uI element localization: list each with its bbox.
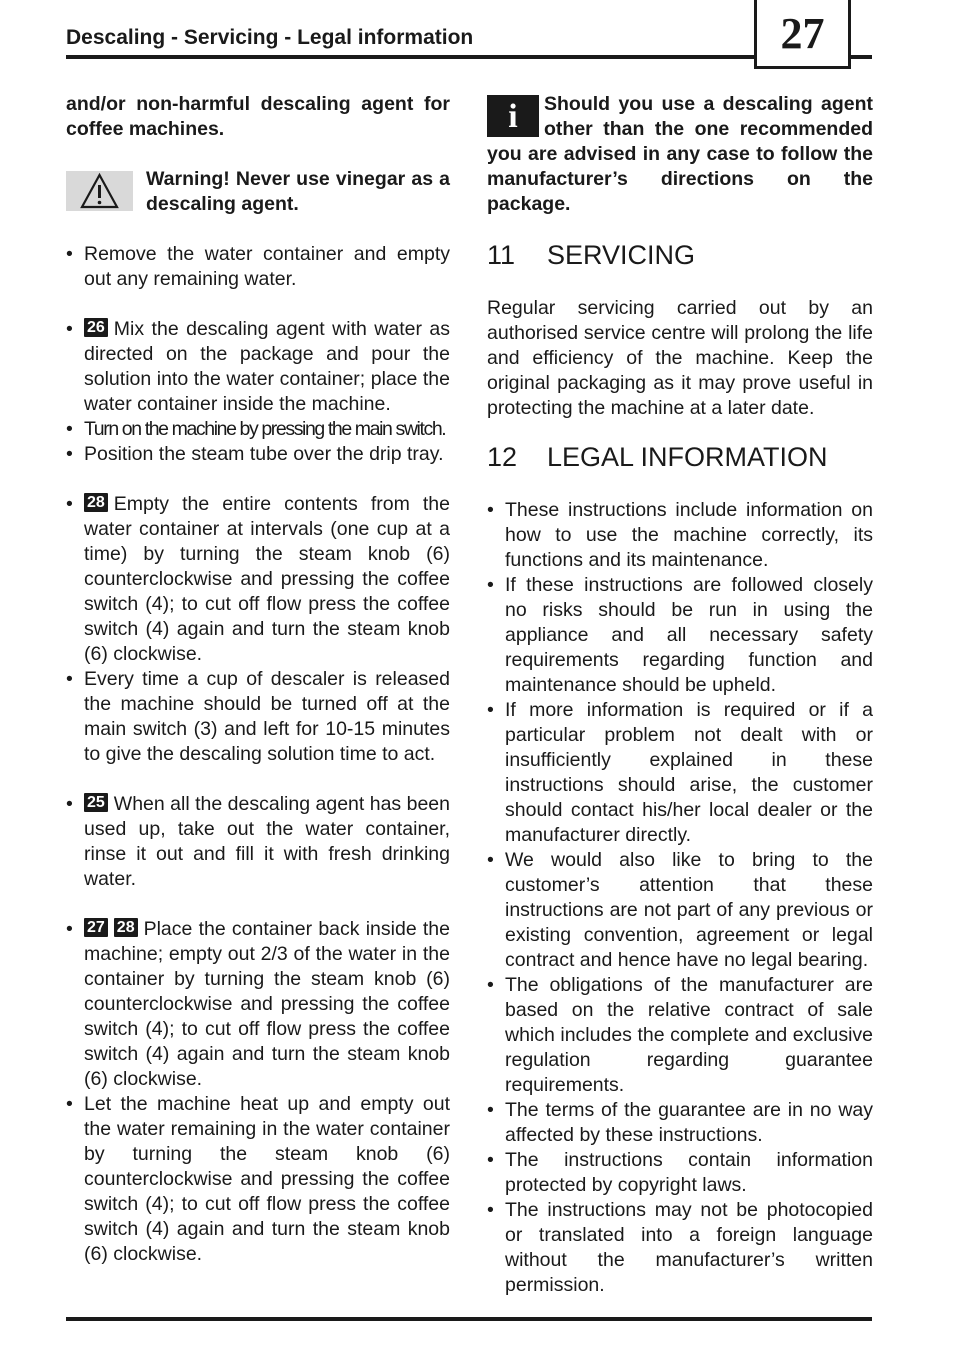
footer-rule <box>66 1317 872 1321</box>
list-item <box>66 1092 450 1267</box>
list-item <box>66 667 450 767</box>
list-item <box>487 573 873 698</box>
list-item <box>487 973 873 1098</box>
warning-text: Warning! Never use vinegar as a descaling agent. <box>146 168 450 215</box>
figure-badge: 25 <box>84 793 108 812</box>
page-section-title: Descaling - Servicing - Legal information <box>66 26 474 49</box>
info-icon: i <box>487 95 539 137</box>
info-note <box>487 92 873 217</box>
intro-paragraph: and/or non-harmful descaling agent for coffee machines. <box>66 93 450 140</box>
section-heading-servicing <box>487 239 873 271</box>
warning-block <box>66 167 450 217</box>
legal-text: These instructions include information on how to use the machine correctly, its functions and its maintenance. <box>505 499 873 571</box>
page-number: 27 <box>754 0 851 69</box>
list-item <box>487 698 873 848</box>
step-text: Turn on the machine by pressing the main switch. <box>84 418 446 440</box>
list-item <box>66 442 450 467</box>
warning-icon <box>66 171 133 211</box>
list-item <box>487 848 873 973</box>
section-number: 12 <box>487 442 518 472</box>
legal-text: The instructions may not be photocopied or translated into a foreign language without the manufacturer’s written permission. <box>505 1199 873 1296</box>
figure-badge: 27 <box>84 918 108 937</box>
step-text: Empty the entire contents from the water container at intervals (one cup at a time) by turning the steam knob (6) counterclockwise and pressing the coffee switch (4); to cut off flow press the coffee switch (4) again and turn the steam knob (6) clockwise. <box>84 493 450 665</box>
legal-text: The instructions contain information protected by copyright laws. <box>505 1149 873 1196</box>
figure-badge: 28 <box>114 918 138 937</box>
list-item <box>66 792 450 892</box>
list-item <box>66 492 450 667</box>
step-text: When all the descaling agent has been used up, take out the water container, rinse it out and fill it with fresh drinking water. <box>84 793 450 890</box>
figure-badge: 28 <box>84 493 108 512</box>
legal-text: The terms of the guarantee are in no way affected by these instructions. <box>505 1099 873 1146</box>
section-number: 11 <box>487 240 516 270</box>
legal-text: We would also like to bring to the customer’s attention that these instructions are not part of any previous or existing convention, agreement or legal contract and hence have no legal bearing. <box>505 849 873 971</box>
list-item <box>66 317 450 417</box>
list-item <box>66 242 450 292</box>
step-text: Position the steam tube over the drip tray. <box>84 443 444 465</box>
list-item <box>487 1198 873 1298</box>
list-item <box>487 1098 873 1148</box>
step-text: Place the container back inside the machine; empty out 2/3 of the water in the container by turning the steam knob (6) counterclockwise and pressing the coffee switch (4); to cut off flow press the coffee switch (4) again and turn the steam knob (6) clockwise. <box>84 918 450 1090</box>
list-item <box>66 917 450 1092</box>
list-item <box>487 498 873 573</box>
legal-list <box>487 498 873 1298</box>
list-item <box>66 417 450 442</box>
descaling-steps <box>66 242 450 1267</box>
section-title: SERVICING <box>547 240 696 270</box>
info-text: Should you use a descaling agent other than the one recommended you are advised in any case to follow the manufacturer’s directions on the package. <box>487 93 873 215</box>
legal-text: If these instructions are followed closely no risks should be run in using the appliance and all necessary safety requirements regarding function and maintenance should be upheld. <box>505 574 873 696</box>
section-heading-legal <box>487 441 873 473</box>
step-text: Let the machine heat up and empty out the water remaining in the water container by turning the steam knob (6) counterclockwise and pressing the coffee switch (4); to cut off flow press the coffee switch (4) again and turn the steam knob (6) clockwise. <box>84 1093 450 1265</box>
legal-text: The obligations of the manufacturer are based on the relative contract of sale which includes the complete and exclusive regulation regarding guarantee requirements. <box>505 974 873 1096</box>
legal-text: If more information is required or if a particular problem not dealt with or insufficiently explained in these instructions should arise, the customer should contact his/her local dealer or the manufacturer directly. <box>505 699 873 846</box>
section-title: LEGAL INFORMATION <box>547 442 828 472</box>
right-column <box>487 92 873 1298</box>
step-text: Remove the water container and empty out any remaining water. <box>84 243 450 290</box>
step-text: Mix the descaling agent with water as directed on the package and pour the solution into the water container; place the water container inside the machine. <box>84 318 450 415</box>
list-item <box>487 1148 873 1198</box>
step-text: Every time a cup of descaler is released the machine should be turned off at the main switch (3) and left for 10-15 minutes to give the descaling solution time to act. <box>84 668 450 765</box>
figure-badge: 26 <box>84 318 108 337</box>
left-column <box>66 92 450 1267</box>
header-rule <box>66 55 872 59</box>
servicing-paragraph: Regular servicing carried out by an authorised service centre will prolong the life and efficiency of the machine. Keep the original packaging as it may prove useful in protecting the machine at a later date. <box>487 297 873 419</box>
